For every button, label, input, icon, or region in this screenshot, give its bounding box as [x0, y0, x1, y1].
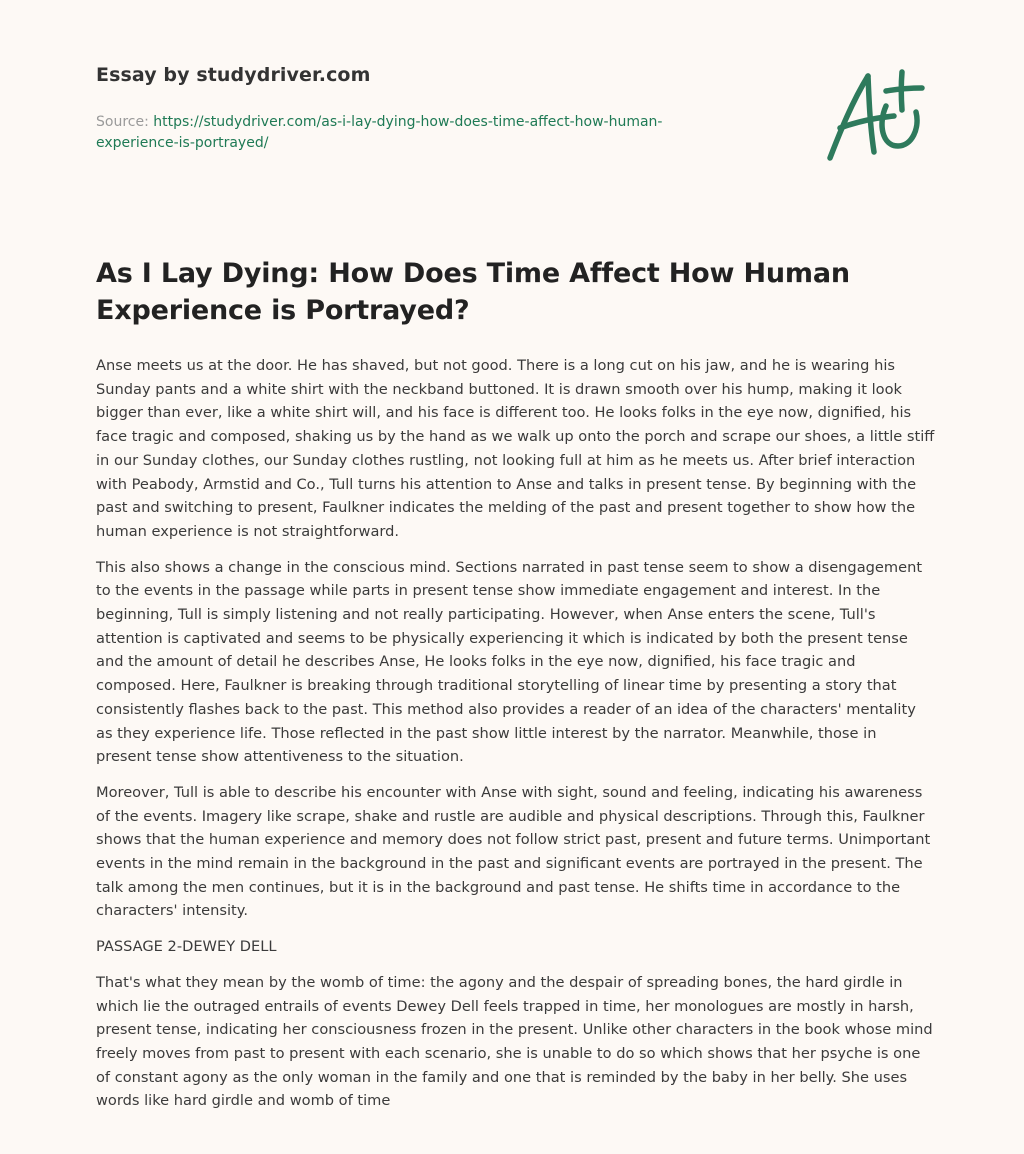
- source-label: Source:: [96, 114, 154, 130]
- essay-body: [96, 354, 936, 1125]
- paragraph: This also shows a change in the conscious mind. Sections narrated in past tense seem to show a disengagement to the events in the passage while parts in present tense show immediate engagement and interest. In the beginning, Tull is simply listening and not really participating. However, when Anse enters the scene, Tull's attention is captivated and seems to be physically experiencing it which is indicated by both the present tense and the amount of detail he describes Anse, He looks folks in the eye now, dignified, his face tragic and composed. Here, Faulkner is breaking through traditional storytelling of linear time by presenting a story that consistently flashes back to the past. This method also provides a reader of an idea of the characters' mentality as they experience life. Those reflected in the past show little interest by the narrator. Meanwhile, those in present tense show attentiveness to the situation.: [96, 558, 923, 766]
- paragraph: That's what they mean by the womb of time: the agony and the despair of spreading bones, the hard girdle in which lie the outraged entrails of events Dewey Dell feels trapped in time, her monologues are mostly in harsh, present tense, indicating her consciousness frozen in the present. Unlike other characters in the book whose mind freely moves from past to present with each scenario, she is unable to do so which shows that her psyche is one of constant agony as the only woman in the family and one that is reminded by the baby in her belly. She uses words like hard girdle and womb of time: [96, 973, 933, 1110]
- paragraph: Anse meets us at the door. He has shaved, but not good. There is a long cut on his jaw, and he is wearing his Sunday pants and a white shirt with the neckband buttoned. It is drawn smooth over his hump, making it look bigger than ever, like a white shirt will, and his face is different too. He looks folks in the eye now, dignified, his face tragic and composed, shaking us by the hand as we walk up onto the porch and scrape our shoes, a little stiff in our Sunday clothes, our Sunday clothes rustling, not looking full at him as he meets us. After brief interaction with Peabody, Armstid and Co., Tull turns his attention to Anse and talks in present tense. By beginning with the past and switching to present, Faulkner indicates the melding of the past and present together to show how the human experience is not straightforward.: [96, 357, 935, 540]
- section-heading: PASSAGE 2-DEWEY DELL: [96, 938, 277, 956]
- paragraph: Moreover, Tull is able to describe his encounter with Anse with sight, sound and feeling, indicating his awareness of the events. Imagery like scrape, shake and rustle are audible and physical descriptions. Through this, Faulkner shows that the human experience and memory does not follow strict past, present and future terms. Unimportant events in the mind remain in the background in the past and significant events are portrayed in the present. The talk among the men continues, but it is in the background and past tense. He shifts time in accordance to the characters' intensity.: [96, 783, 931, 920]
- a-plus-logo-icon: [822, 66, 928, 166]
- essay-title: As I Lay Dying: How Does Time Affect How Human Experience is Portrayed?: [96, 258, 850, 326]
- source-line: [96, 112, 736, 154]
- site-brand: Essay by studydriver.com: [96, 64, 371, 86]
- source-link[interactable]: https://studydriver.com/as-i-lay-dying-how-does-time-affect-how-human-experience-is-portrayed/: [96, 114, 663, 151]
